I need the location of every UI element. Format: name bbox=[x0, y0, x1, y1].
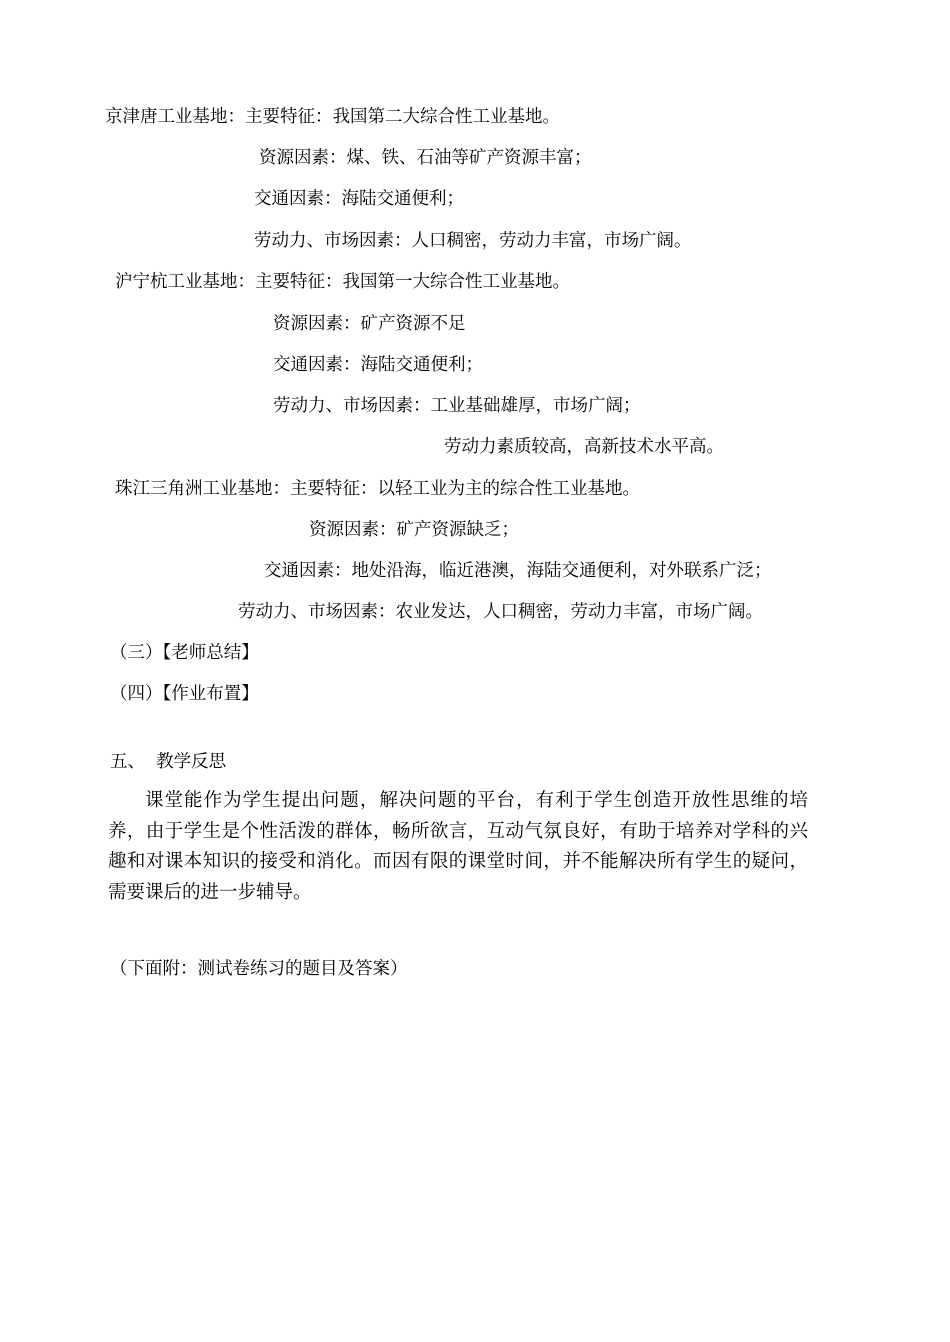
huninghang-labor-cont: 劳动力素质较高，高新技术水平高。 bbox=[444, 437, 724, 457]
section-reflection-body: 课堂能作为学生提出问题，解决问题的平台，有利于学生创造开放性思维的培养，由于学生是个性活泼的群体，畅所欲言，互动气氛良好，有助于培养对学科的兴趣和对课本知识的接受和消化。而因有限的课堂时间，并不能解决所有学生的疑问，需要课后的进一步辅导。 bbox=[108, 790, 808, 903]
pearl-river-labor: 劳动力、市场因素：农业发达，人口稠密，劳动力丰富，市场广阔。 bbox=[238, 602, 763, 622]
huninghang-labor: 劳动力、市场因素：工业基础雄厚，市场广阔； bbox=[273, 396, 641, 416]
pearl-river-heading-line bbox=[115, 477, 640, 501]
huninghang-heading-line bbox=[115, 270, 570, 294]
section-reflection-title: 五、 教学反思 bbox=[110, 752, 227, 772]
pearl-river-transport: 交通因素：地处沿海，临近港澳，海陆交通便利，对外联系广泛； bbox=[264, 561, 772, 581]
jingjintang-name: 京津唐工业基地： bbox=[105, 107, 245, 127]
jingjintang-transport: 交通因素：海陆交通便利； bbox=[254, 189, 464, 209]
section-homework: （四）【作业布置】 bbox=[110, 684, 259, 704]
pearl-river-name: 珠江三角洲工业基地： bbox=[115, 479, 290, 499]
huninghang-feature: 主要特征：我国第一大综合性工业基地。 bbox=[255, 272, 570, 292]
pearl-river-feature: 主要特征：以轻工业为主的综合性工业基地。 bbox=[290, 479, 640, 499]
section-teacher-summary: （三）【老师总结】 bbox=[110, 643, 259, 663]
jingjintang-labor: 劳动力、市场因素：人口稠密，劳动力丰富，市场广阔。 bbox=[254, 231, 692, 251]
pearl-river-resource: 资源因素：矿产资源缺乏； bbox=[309, 520, 519, 540]
jingjintang-resource: 资源因素：煤、铁、石油等矿产资源丰富； bbox=[259, 148, 592, 168]
huninghang-name: 沪宁杭工业基地： bbox=[115, 272, 255, 292]
appendix-note: （下面附：测试卷练习的题目及答案） bbox=[110, 959, 408, 979]
huninghang-transport: 交通因素：海陆交通便利； bbox=[273, 355, 483, 375]
jingjintang-heading-line bbox=[105, 105, 560, 129]
jingjintang-feature: 主要特征：我国第二大综合性工业基地。 bbox=[245, 107, 560, 127]
huninghang-resource: 资源因素：矿产资源不足 bbox=[273, 314, 466, 334]
